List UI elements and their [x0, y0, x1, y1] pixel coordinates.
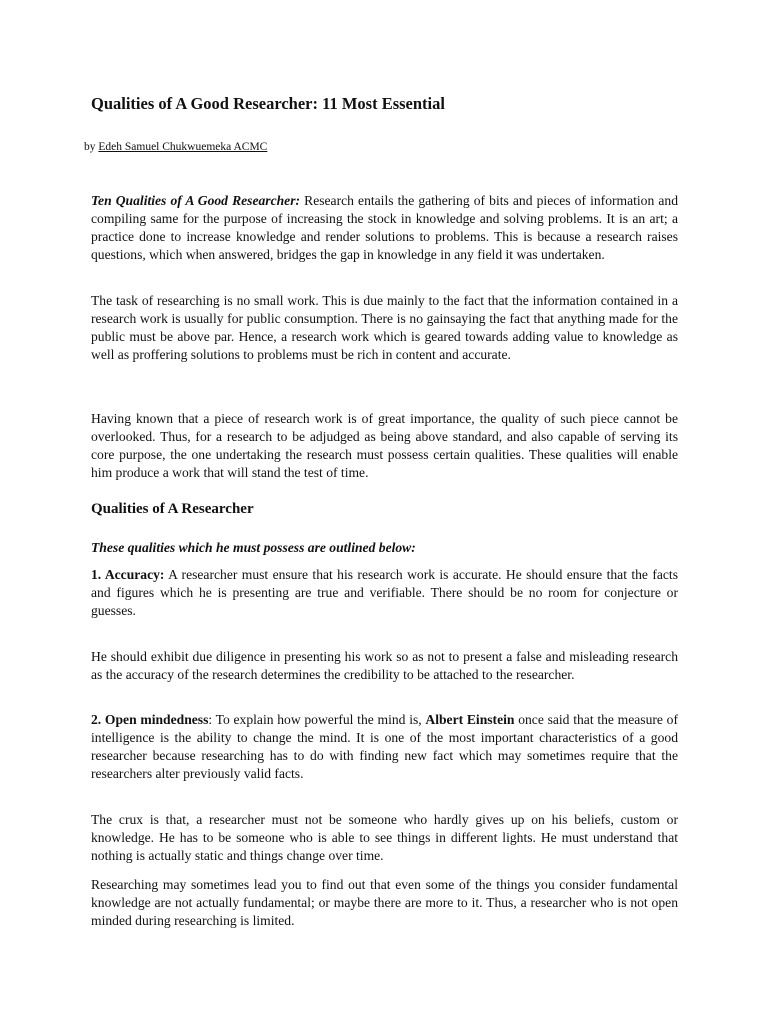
byline-prefix: by [84, 141, 99, 153]
section-subheading: These qualities which he must possess are outlined below: [91, 540, 416, 555]
intro-paragraph [91, 192, 678, 264]
byline [84, 140, 267, 154]
intro-lead: Ten Qualities of A Good Researcher: [91, 193, 301, 208]
quality-open-mindedness-label: 2. Open mindedness [91, 712, 209, 727]
quality-open-mindedness-text-b: once said that the measure of intelligence is the ability to change the mind. It is one of the most important characteristics of a good researcher because researching has to do with finding new fact which may sometimes require that the researchers alter previously valid facts. [91, 712, 678, 781]
article-title: Qualities of A Good Researcher: 11 Most Essential [91, 94, 445, 113]
quality-open-mindedness [91, 711, 678, 783]
paragraph-task: The task of researching is no small work. This is due mainly to the fact that the information contained in a research work is usually for public consumption. There is no gainsaying the fact that anything made for the public must be above par. Hence, a research work which is geared towards adding value to knowledge as well as proffering solutions to problems must be rich in content and accurate. [91, 293, 678, 362]
einstein-name: Albert Einstein [425, 712, 515, 727]
quality-accuracy-text: A researcher must ensure that his research work is accurate. He should ensure that the facts and figures which he is presenting are true and verifiable. There should be no room for conjecture or guesses. [91, 567, 679, 618]
paragraph-importance: Having known that a piece of research work is of great importance, the quality of such piece cannot be overlooked. Thus, for a research to be adjudged as being above standard, and also capable of serving its core purpose, the one undertaking the research must possess certain qualities. These qualities will enable him produce a work that will stand the test of time. [91, 411, 678, 480]
author-link[interactable]: Edeh Samuel Chukwuemeka ACMC [98, 141, 268, 153]
open-mindedness-limited: Researching may sometimes lead you to find out that even some of the things you consider fundamental knowledge are not actually fundamental; or maybe there are more to it. Thus, a researcher who is not open minded during researching is limited. [91, 877, 678, 928]
intro-text: Research entails the gathering of bits and pieces of information and compiling same for the purpose of increasing the stock in knowledge and solving problems. It is an art; a practice done to increase knowledge and render solutions to problems. This is because a research raises questions, which when answered, bridges the gap in knowledge in any field it was undertaken. [91, 193, 679, 262]
quality-accuracy-label: 1. Accuracy: [91, 567, 165, 582]
quality-open-mindedness-text-a: : To explain how powerful the mind is, [208, 712, 426, 727]
quality-accuracy-diligence: He should exhibit due diligence in presenting his work so as not to present a false and misleading research as the accuracy of the research determines the credibility to be attached to the researcher. [91, 649, 678, 682]
quality-accuracy [91, 566, 678, 620]
section-heading: Qualities of A Researcher [91, 501, 254, 517]
open-mindedness-crux: The crux is that, a researcher must not be someone who hardly gives up on his beliefs, custom or knowledge. He has to be someone who is able to see things in different lights. He must understand that nothing is actually static and things change over time. [91, 812, 678, 863]
